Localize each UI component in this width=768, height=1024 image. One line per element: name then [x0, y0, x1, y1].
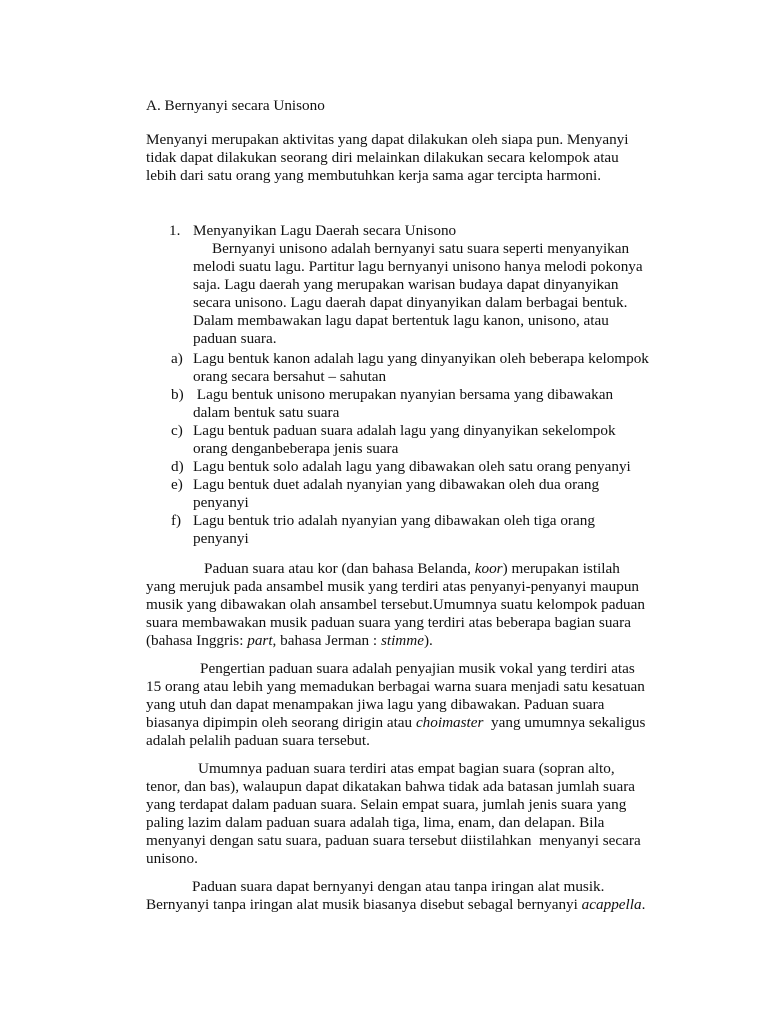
list-item: a) Lagu bentuk kanon adalah lagu yang dinyanyikan oleh beberapa kelompok orang secara bersahut – sahutan	[171, 350, 649, 385]
list-item: f) Lagu bentuk trio adalah nyanyian yang dibawakan oleh tiga orang penyanyi	[171, 512, 595, 547]
list-item: e) Lagu bentuk duet adalah nyanyian yang dibawakan oleh dua orang penyanyi	[171, 476, 600, 511]
list-marker: 1.	[169, 222, 181, 239]
paragraph-umumnya: Umumnya paduan suara terdiri atas empat bagian suara (sopran alto, tenor, dan bas), walaupun dapat dikatakan bahwa tidak ada batasan jumlah suara yang terdapat dalam paduan suara. Selain empat suara, jumlah jenis suara yang paling lazim dalam paduan suara adalah tiga, lima, enam, dan delapan. Bila menyanyi dengan satu suara, paduan suara tersebut diistilahkan menyanyi secara unisono.	[146, 760, 641, 867]
paragraph-acappella: Paduan suara dapat bernyanyi dengan atau tanpa iringan alat musik. Bernyanyi tanpa iringan alat musik biasanya disebut sebagal bernyanyi acappella.	[146, 878, 646, 913]
list-marker: d)	[171, 458, 184, 475]
list-item-title: Menyanyikan Lagu Daerah secara Unisono	[193, 222, 457, 239]
paragraph-pengertian: Pengertian paduan suara adalah penyajian musik vokal yang terdiri atas 15 orang atau lebih yang memadukan berbagai warna suara menjadi satu kesatuan yang utuh dan dapat menampakan jiwa lagu yang dibawakan. Paduan suara biasanya dipimpin oleh seorang dirigin atau choimaster yang umumnya sekaligus adalah pelalih paduan suara tersebut.	[146, 660, 646, 749]
section-heading: A. Bernyanyi secara Unisono	[146, 97, 325, 114]
list-marker: b)	[171, 386, 184, 403]
paragraph-paduan-suara: Paduan suara atau kor (dan bahasa Belanda, koor) merupakan istilah yang merujuk pada ansambel musik yang terdiri atas penyanyi-penyanyi maupun musik yang dibawakan olah ansambel tersebut.Umumnya suatu kelompok paduan suara membawakan musik paduan suara yang terdiri atas beberapa bagian suara (bahasa Inggris: part, bahasa Jerman : stimme).	[146, 560, 645, 649]
list-item: b) Lagu bentuk unisono merupakan nyanyian bersama yang dibawakan dalam bentuk satu suara	[171, 386, 614, 421]
list-item: c) Lagu bentuk paduan suara adalah lagu yang dinyanyikan sekelompok orang denganbeberapa jenis suara	[171, 422, 616, 457]
list-item: d) Lagu bentuk solo adalah lagu yang dibawakan oleh satu orang penyanyi	[171, 458, 631, 475]
list-marker: f)	[171, 512, 182, 529]
list-marker: a)	[171, 350, 183, 367]
list-marker: e)	[171, 476, 183, 493]
lettered-list	[146, 350, 676, 548]
list-marker: c)	[171, 422, 183, 439]
numbered-list-item: 1. Menyanyikan Lagu Daerah secara Unisono Bernyanyi unisono adalah bernyanyi satu suara seperti menyanyikan melodi suatu lagu. Partitur lagu bernyanyi unisono hanya melodi pokonya saja. Lagu daerah yang merupakan warisan budaya dapat dinyanyikan secara unisono. Lagu daerah dapat dinyanyikan dalam berbagai bentuk. Dalam membawakan lagu dapat bertentuk lagu kanon, unisono, atau paduan suara.	[169, 222, 669, 348]
intro-paragraph: Menyanyi merupakan aktivitas yang dapat dilakukan oleh siapa pun. Menyanyi tidak dapat dilakukan seorang diri melainkan dilakukan secara kelompok atau lebih dari satu orang yang membutuhkan kerja sama agar tercipta harmoni.	[146, 131, 629, 184]
